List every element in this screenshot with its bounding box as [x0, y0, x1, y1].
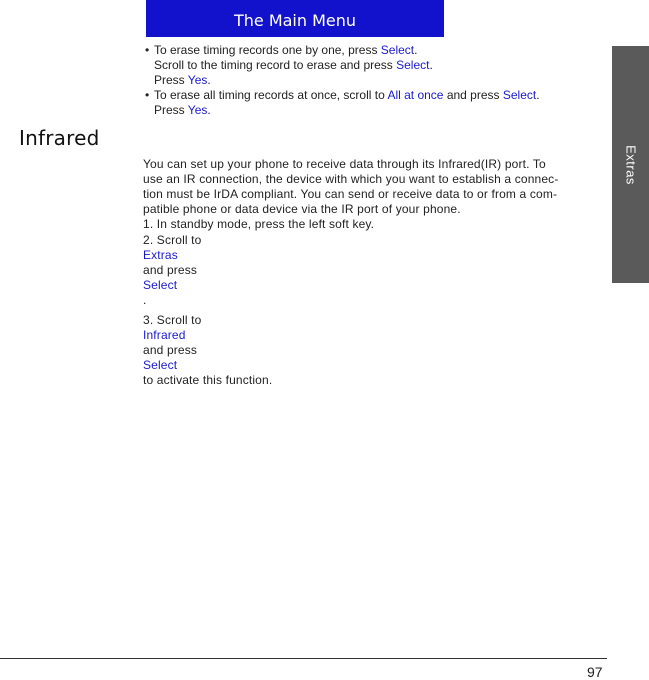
bullet-1-line-1: [154, 43, 417, 58]
step-3: [143, 313, 607, 388]
text: .: [207, 103, 211, 117]
text: and press: [143, 343, 198, 357]
side-tab-label: Extras: [623, 144, 638, 185]
keyword-extras: Extras: [143, 248, 178, 262]
keyword-select: Select: [380, 43, 415, 57]
keyword-select: Select: [143, 358, 178, 372]
text: and press: [143, 263, 198, 277]
text: Press: [154, 103, 188, 117]
page-number: 97: [587, 664, 603, 680]
step-2: [143, 233, 607, 308]
section-title-infrared: Infrared: [19, 126, 100, 150]
keyword-yes: Yes: [187, 103, 208, 117]
infrared-paragraph: [143, 157, 607, 388]
text: 2. Scroll to: [143, 233, 202, 247]
main-menu-header: [146, 0, 444, 37]
text: to activate this function.: [143, 373, 273, 387]
text: .: [414, 43, 418, 57]
text: To erase all timing records at once, scroll to: [154, 88, 388, 102]
keyword-infrared: Infrared: [143, 328, 186, 342]
text: .: [143, 293, 147, 307]
paragraph-line: You can set up your phone to receive data through its Infrared(IR) port. To: [143, 157, 546, 171]
text: .: [429, 58, 433, 72]
footer-divider: [0, 658, 607, 659]
keyword-yes: Yes: [187, 73, 208, 87]
keyword-select: Select: [396, 58, 430, 72]
paragraph-line: tion must be IrDA compliant. You can send or receive data to or from a com-: [143, 187, 558, 201]
keyword-select: Select: [143, 278, 178, 292]
text: .: [207, 73, 211, 87]
bullet-1-line-3: [154, 73, 211, 88]
text: .: [536, 88, 540, 102]
paragraph-line: use an IR connection, the device with which you want to establish a connec-: [143, 172, 559, 186]
bullet-dot: •: [145, 43, 150, 57]
extras-side-tab: [612, 46, 649, 283]
bullet-2-line-2: [154, 103, 211, 118]
text: and press: [443, 88, 503, 102]
text: Press: [154, 73, 188, 87]
bullet-dot: •: [145, 88, 150, 102]
step-1: 1. In standby mode, press the left soft key.: [143, 217, 375, 231]
text: Scroll to the timing record to erase and press: [154, 58, 397, 72]
bullet-2-line-1: [154, 88, 540, 103]
keyword-all-at-once: All at once: [387, 88, 444, 102]
keyword-select: Select: [502, 88, 537, 102]
text: 3. Scroll to: [143, 313, 202, 327]
bullet-1-line-2: [154, 58, 433, 73]
text: To erase timing records one by one, press: [154, 43, 381, 57]
paragraph-line: patible phone or data device via the IR port of your phone.: [143, 202, 461, 216]
header-title: The Main Menu: [233, 11, 357, 30]
